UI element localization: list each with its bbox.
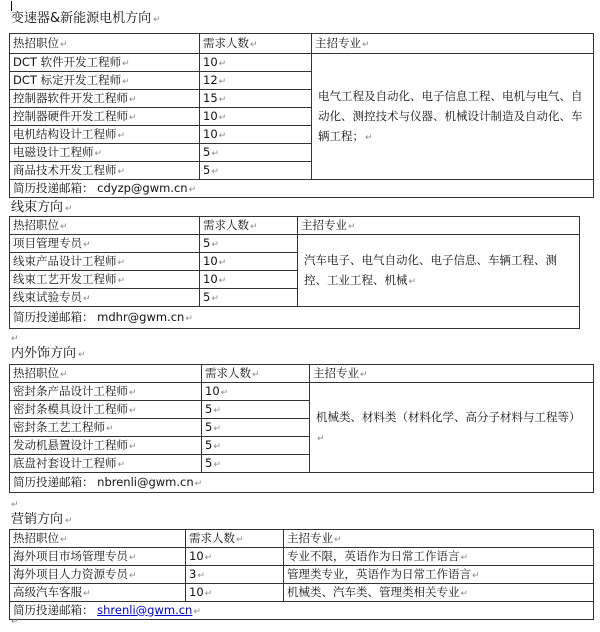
cell-end-mark: ↵ [83,293,91,304]
email-address[interactable]: nbrenli@gwm.cn [97,474,194,489]
header-count: 需求人数↵ [186,530,284,548]
position-cell: 海外项目市场管理专员↵ [10,548,186,566]
count-cell: 10↵ [186,584,284,602]
cell-end-mark: ↵ [117,275,126,286]
header-count: 需求人数↵ [200,217,298,235]
cell-end-mark: ↵ [122,76,130,87]
email-link[interactable]: shrenli@gwm.cn [97,602,193,617]
position-cell: DCT 标定开发工程师↵ [10,72,200,90]
header-major: 主招专业↵ [284,530,594,548]
cell-end-mark: ↵ [218,112,227,123]
cell-end-mark: ↵ [129,441,137,452]
count-cell: 5↵ [202,455,310,473]
majors-cell: 机械类、材料类（材料化学、高分子材料与工程等）↵ [310,383,594,473]
cell-end-mark: ↵ [252,369,260,380]
table-marketing [9,529,594,620]
header-position: 热招职位↵ [10,34,200,54]
cell-end-mark: ↵ [317,433,325,444]
cell-end-mark: ↵ [117,166,126,177]
count-cell: 5↵ [200,162,312,180]
table-harness [9,216,580,329]
major-cell: 管理类专业，英语作为日常工作语言↵ [284,566,594,584]
count-cell: 10↵ [200,54,312,72]
section-title-interior: 内外饰方向 ↵ [11,346,86,361]
header-major: 主招专业↵ [310,365,594,383]
cell-end-mark: ↵ [185,313,193,324]
table-row [10,235,580,253]
cell-end-mark: ↵ [204,588,213,599]
cell-end-mark: ↵ [218,257,227,268]
position-cell: 海外项目人力资源专员↵ [10,566,186,584]
position-cell: 控制器软件开发工程师↵ [10,90,200,108]
email-label: 简历投递邮箱： [13,602,94,617]
cell-end-mark: ↵ [362,39,370,50]
cell-end-mark: ↵ [129,552,137,563]
cell-end-mark: ↵ [60,369,68,380]
paragraph-mark: ↵ [11,500,19,510]
cell-end-mark: ↵ [472,570,480,581]
table-row [10,54,594,72]
position-cell: 线束试验专员↵ [10,289,200,307]
email-label: 简历投递邮箱： [13,180,94,195]
cell-end-mark: ↵ [83,239,91,250]
section-title-marketing: 营销方向 ↵ [11,512,73,527]
cell-end-mark: ↵ [236,534,244,545]
count-cell: 5↵ [200,289,298,307]
count-cell: 12↵ [200,72,312,90]
email-address[interactable]: mdhr@gwm.cn [97,309,185,324]
paragraph-mark: ↵ [11,617,19,627]
count-cell: 10↵ [200,271,298,289]
email-cell [10,602,594,620]
cell-end-mark: ↵ [213,441,221,452]
cell-end-mark: ↵ [213,423,221,434]
table-header-row [10,365,594,383]
count-cell: 10↵ [202,383,310,401]
table-header-row [10,530,594,548]
position-cell: 电磁设计工程师↵ [10,144,200,162]
position-cell: 密封条产品设计工程师↵ [10,383,202,401]
count-cell: 10↵ [200,108,312,126]
email-cell [10,307,580,329]
cell-end-mark: ↵ [129,112,137,123]
position-cell: DCT 软件开发工程师↵ [10,54,200,72]
cell-end-mark: ↵ [194,478,203,489]
cell-end-mark: ↵ [122,58,130,69]
cell-end-mark: ↵ [193,606,201,617]
cell-end-mark: ↵ [348,221,356,232]
cell-end-mark: ↵ [60,534,68,545]
cell-end-mark: ↵ [204,552,213,563]
cell-end-mark: ↵ [334,534,342,545]
position-cell: 项目管理专员↵ [10,235,200,253]
position-cell: 商品技术开发工程师↵ [10,162,200,180]
cell-end-mark: ↵ [218,130,227,141]
table-row [10,584,594,602]
cell-end-mark: ↵ [250,221,258,232]
cell-end-mark: ↵ [218,94,227,105]
count-cell: 5↵ [202,419,310,437]
header-position: 热招职位↵ [10,217,200,235]
header-count: 需求人数↵ [202,365,310,383]
majors-cell: 汽车电子、电气自动化、电子信息、车辆工程、测控、工业工程、机械↵ [298,235,580,307]
text-cursor [11,1,12,11]
table-header-row [10,217,580,235]
cell-end-mark: ↵ [211,239,219,250]
position-cell: 线束工艺开发工程师↵ [10,271,200,289]
header-major: 主招专业↵ [312,34,594,54]
cell-end-mark: ↵ [211,166,219,177]
header-position: 热招职位↵ [10,365,202,383]
table-header-row [10,34,594,54]
cell-end-mark: ↵ [460,552,469,563]
cell-end-mark: ↵ [211,148,219,159]
cell-end-mark: ↵ [213,405,221,416]
cell-end-mark: ↵ [117,130,126,141]
email-cell [10,180,594,198]
cell-end-mark: ↵ [188,184,197,195]
count-cell: 10↵ [200,253,298,271]
cell-end-mark: ↵ [197,570,205,581]
table-row [10,566,594,584]
count-cell: 5↵ [200,235,298,253]
section-title-transmission: 变速器&新能源电机方向 ↵ [11,11,161,26]
table-transmission [9,33,594,198]
major-cell: 机械类、汽车类、管理类相关专业↵ [284,584,594,602]
cell-end-mark: ↵ [211,293,219,304]
position-cell: 发动机悬置设计工程师↵ [10,437,202,455]
position-cell: 密封条模具设计工程师↵ [10,401,202,419]
header-position: 热招职位↵ [10,530,186,548]
cell-end-mark: ↵ [117,257,126,268]
cell-end-mark: ↵ [106,423,114,434]
position-cell: 底盘衬套设计工程师↵ [10,455,202,473]
cell-end-mark: ↵ [408,276,417,287]
cell-end-mark: ↵ [213,459,221,470]
cell-end-mark: ↵ [129,387,137,398]
position-cell: 密封条工艺工程师↵ [10,419,202,437]
cell-end-mark: ↵ [60,39,68,50]
email-label: 简历投递邮箱： [13,309,94,324]
position-cell: 电机结构设计工程师↵ [10,126,200,144]
paragraph-mark: ↵ [11,334,19,344]
cell-end-mark: ↵ [365,132,373,143]
cell-end-mark: ↵ [218,76,227,87]
email-row [10,473,594,493]
cell-end-mark: ↵ [94,148,103,159]
cell-end-mark: ↵ [129,405,137,416]
table-interior [9,364,594,493]
email-cell [10,473,594,493]
position-cell: 控制器硬件开发工程师↵ [10,108,200,126]
email-row [10,307,580,329]
cell-end-mark: ↵ [117,459,126,470]
cell-end-mark: ↵ [129,94,137,105]
email-label: 简历投递邮箱： [13,474,94,489]
header-count: 需求人数↵ [200,34,312,54]
position-cell: 高级汽车客服↵ [10,584,186,602]
cell-end-mark: ↵ [250,39,258,50]
position-cell: 线束产品设计工程师↵ [10,253,200,271]
cell-end-mark: ↵ [129,570,137,581]
majors-cell: 电气工程及自动化、电子信息工程、电机与电气、自动化、测控技术与仪器、机械设计制造及自动化、车辆工程；↵ [312,54,594,180]
count-cell: 15↵ [200,90,312,108]
table-row [10,383,594,401]
count-cell: 5↵ [202,437,310,455]
email-address[interactable]: cdyzp@gwm.cn [97,180,188,195]
cell-end-mark: ↵ [218,58,227,69]
header-major: 主招专业↵ [298,217,580,235]
table-row [10,548,594,566]
count-cell: 5↵ [200,144,312,162]
count-cell: 5↵ [202,401,310,419]
count-cell: 10↵ [186,548,284,566]
cell-end-mark: ↵ [360,369,368,380]
count-cell: 10↵ [200,126,312,144]
email-row [10,602,594,620]
cell-end-mark: ↵ [220,387,229,398]
count-cell: 3↵ [186,566,284,584]
cell-end-mark: ↵ [83,588,91,599]
major-cell: 专业不限，英语作为日常工作语言↵ [284,548,594,566]
cell-end-mark: ↵ [460,588,469,599]
section-title-harness: 线束方向 ↵ [11,200,73,215]
cell-end-mark: ↵ [60,221,68,232]
cell-end-mark: ↵ [218,275,227,286]
email-row [10,180,594,198]
